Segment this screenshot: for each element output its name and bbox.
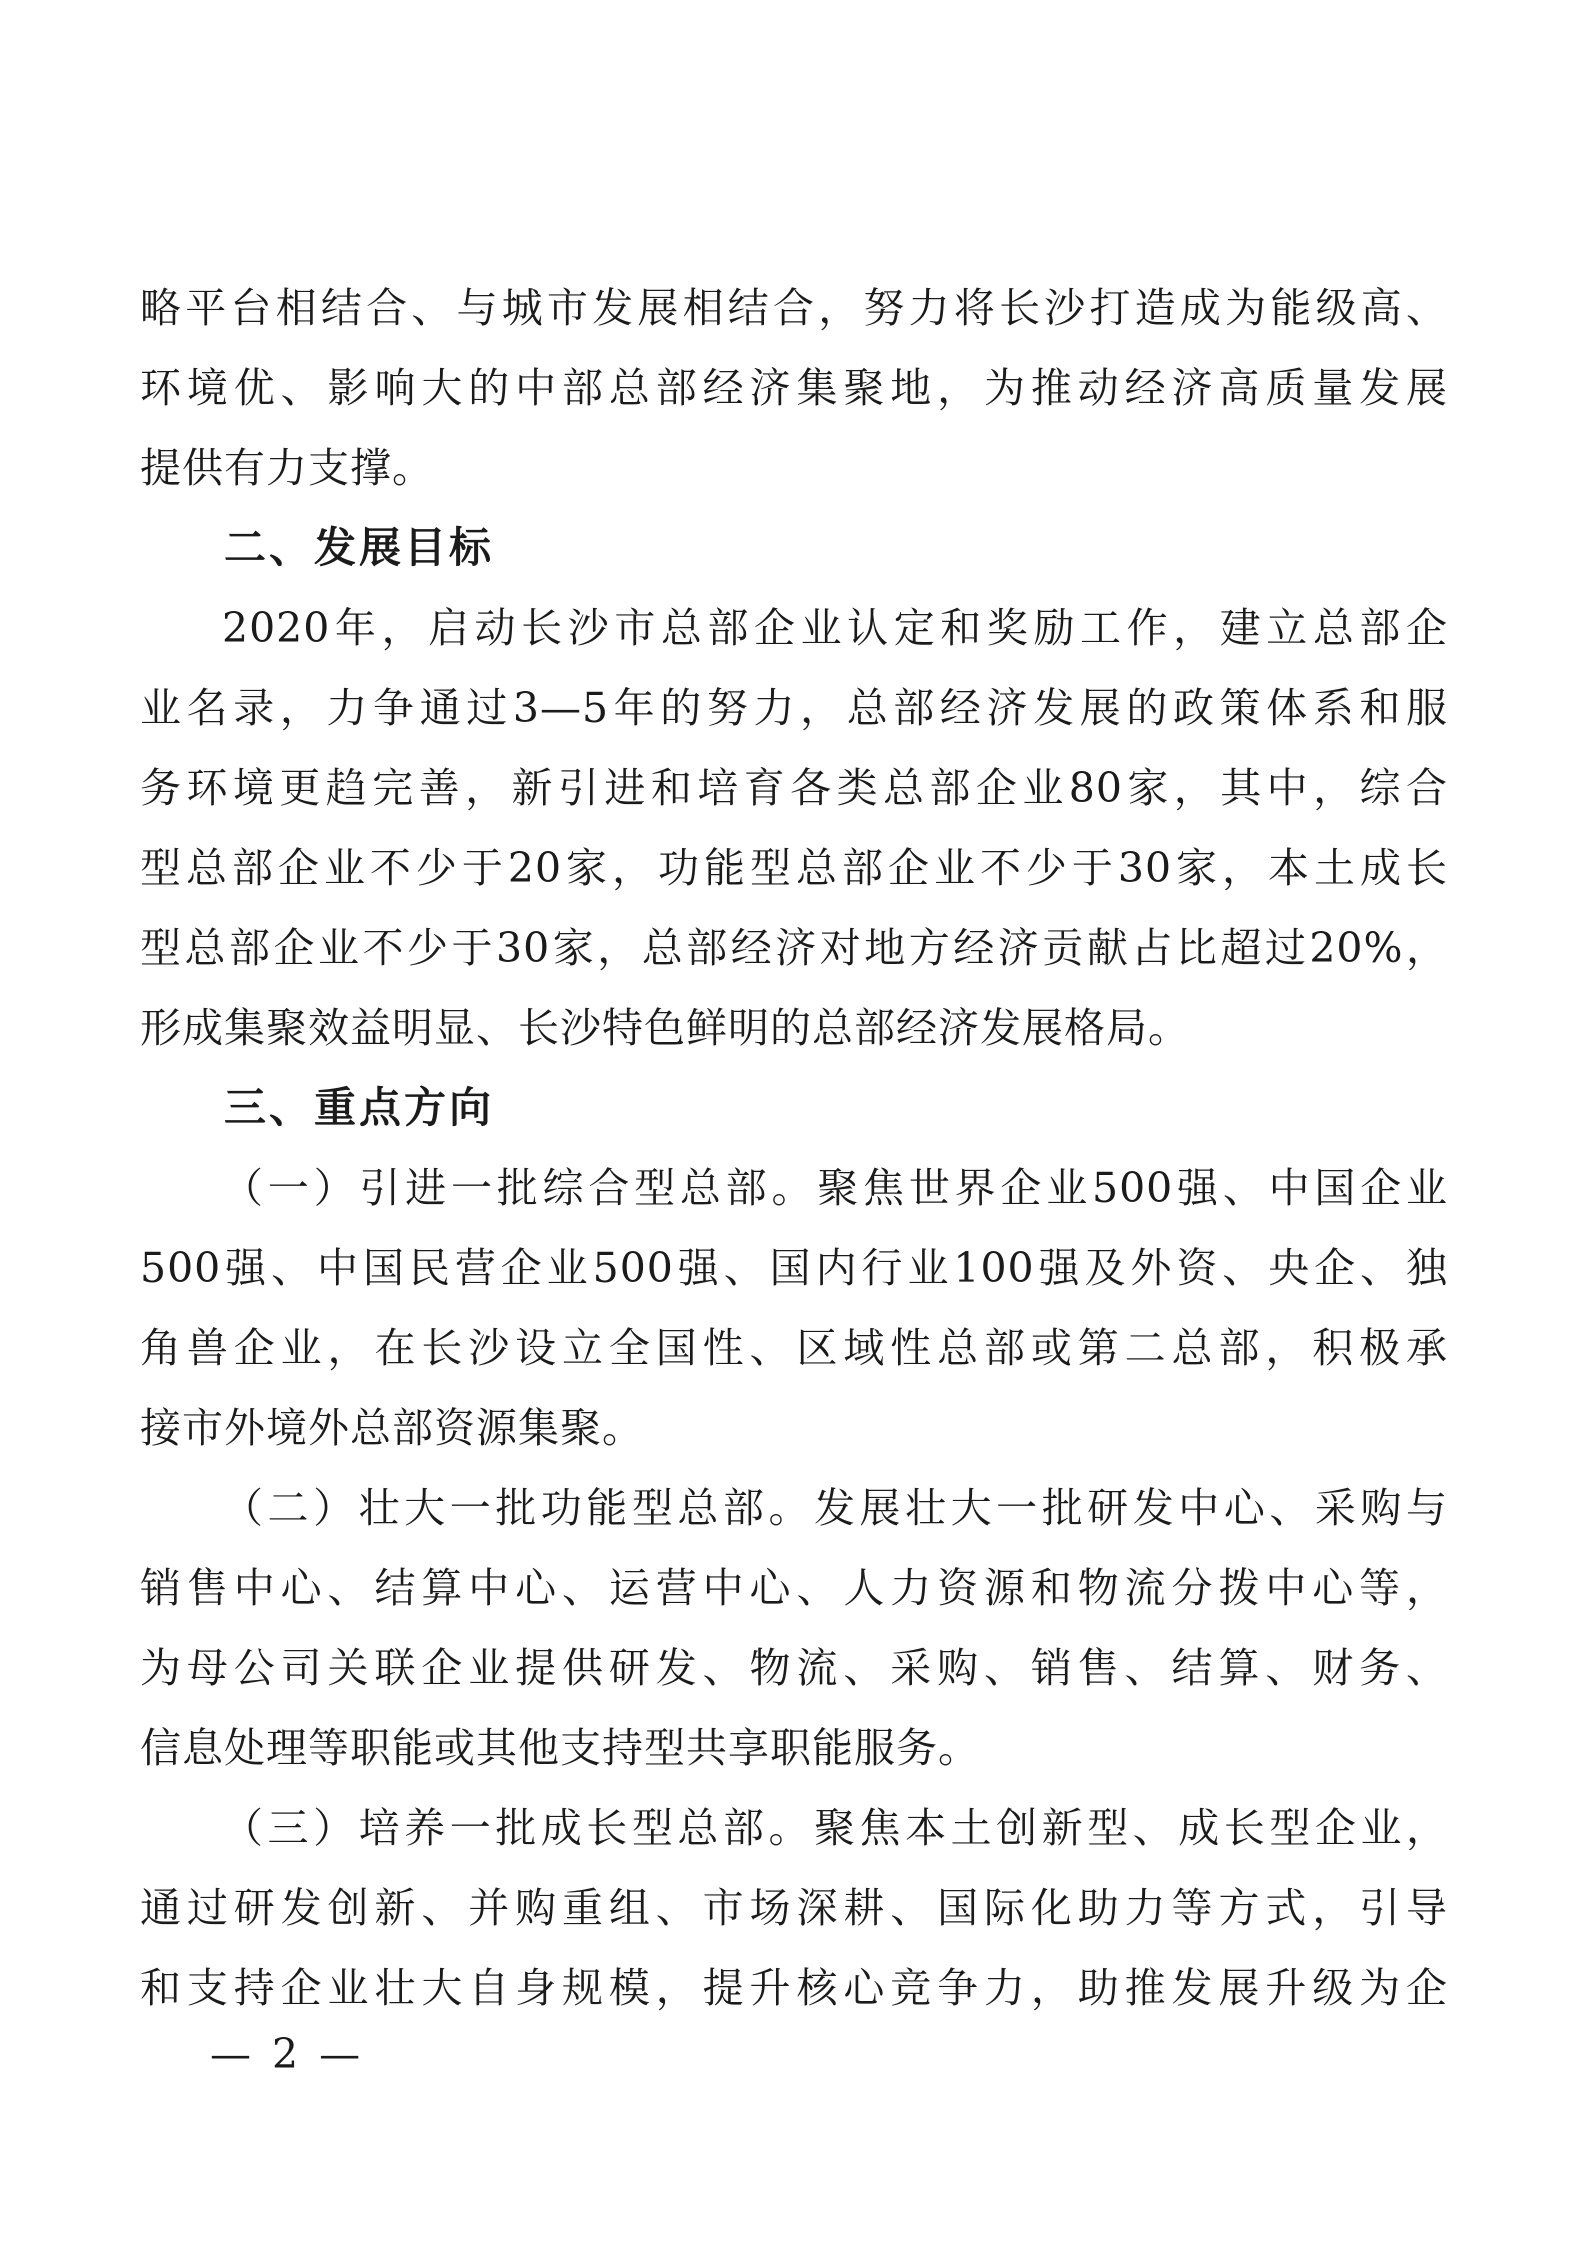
paragraph-line: 型总部企业不少于20家，功能型总部企业不少于30家，本土成长	[140, 844, 1448, 892]
intro-line: 略平台相结合、与城市发展相结合，努力将长沙打造成为能级高、	[140, 284, 1448, 332]
section-heading-key-directions: 三、重点方向	[224, 1083, 495, 1132]
paragraph-line: 角兽企业，在长沙设立全国性、区域性总部或第二总部，积极承	[140, 1324, 1448, 1372]
paragraph-line: 销售中心、结算中心、运营中心、人力资源和物流分拨中心等，	[140, 1564, 1448, 1612]
paragraph-line: 形成集聚效益明显、长沙特色鲜明的总部经济发展格局。	[140, 1004, 1190, 1052]
paragraph-line: 务环境更趋完善，新引进和培育各类总部企业80家，其中，综合	[140, 764, 1448, 812]
paragraph-line: 信息处理等职能或其他支持型共享职能服务。	[140, 1724, 980, 1772]
section-heading-development-goals: 二、发展目标	[224, 523, 495, 572]
paragraph-line: 为母公司关联企业提供研发、物流、采购、销售、结算、财务、	[140, 1644, 1448, 1692]
paragraph-line: （三）培养一批成长型总部。聚焦本土创新型、成长型企业，	[222, 1804, 1448, 1852]
intro-line: 环境优、影响大的中部总部经济集聚地，为推动经济高质量发展	[140, 364, 1448, 412]
paragraph-line: 接市外境外总部资源集聚。	[140, 1404, 644, 1452]
intro-line: 提供有力支撑。	[140, 444, 434, 492]
paragraph-line: （一）引进一批综合型总部。聚焦世界企业500强、中国企业	[222, 1164, 1448, 1212]
paragraph-line: 通过研发创新、并购重组、市场深耕、国际化助力等方式，引导	[140, 1884, 1448, 1932]
paragraph-line: 型总部企业不少于30家，总部经济对地方经济贡献占比超过20%，	[140, 924, 1448, 972]
paragraph-line: 和支持企业壮大自身规模，提升核心竞争力，助推发展升级为企	[140, 1964, 1448, 2012]
paragraph-line: 500强、中国民营企业500强、国内行业100强及外资、央企、独	[140, 1244, 1448, 1292]
document-body	[140, 268, 1448, 2028]
paragraph-line: （二）壮大一批功能型总部。发展壮大一批研发中心、采购与	[222, 1484, 1448, 1532]
paragraph-line: 2020年，启动长沙市总部企业认定和奖励工作，建立总部企	[222, 604, 1448, 652]
page-number: — 2 —	[210, 2030, 365, 2078]
paragraph-line: 业名录，力争通过3—5年的努力，总部经济发展的政策体系和服	[140, 684, 1448, 732]
